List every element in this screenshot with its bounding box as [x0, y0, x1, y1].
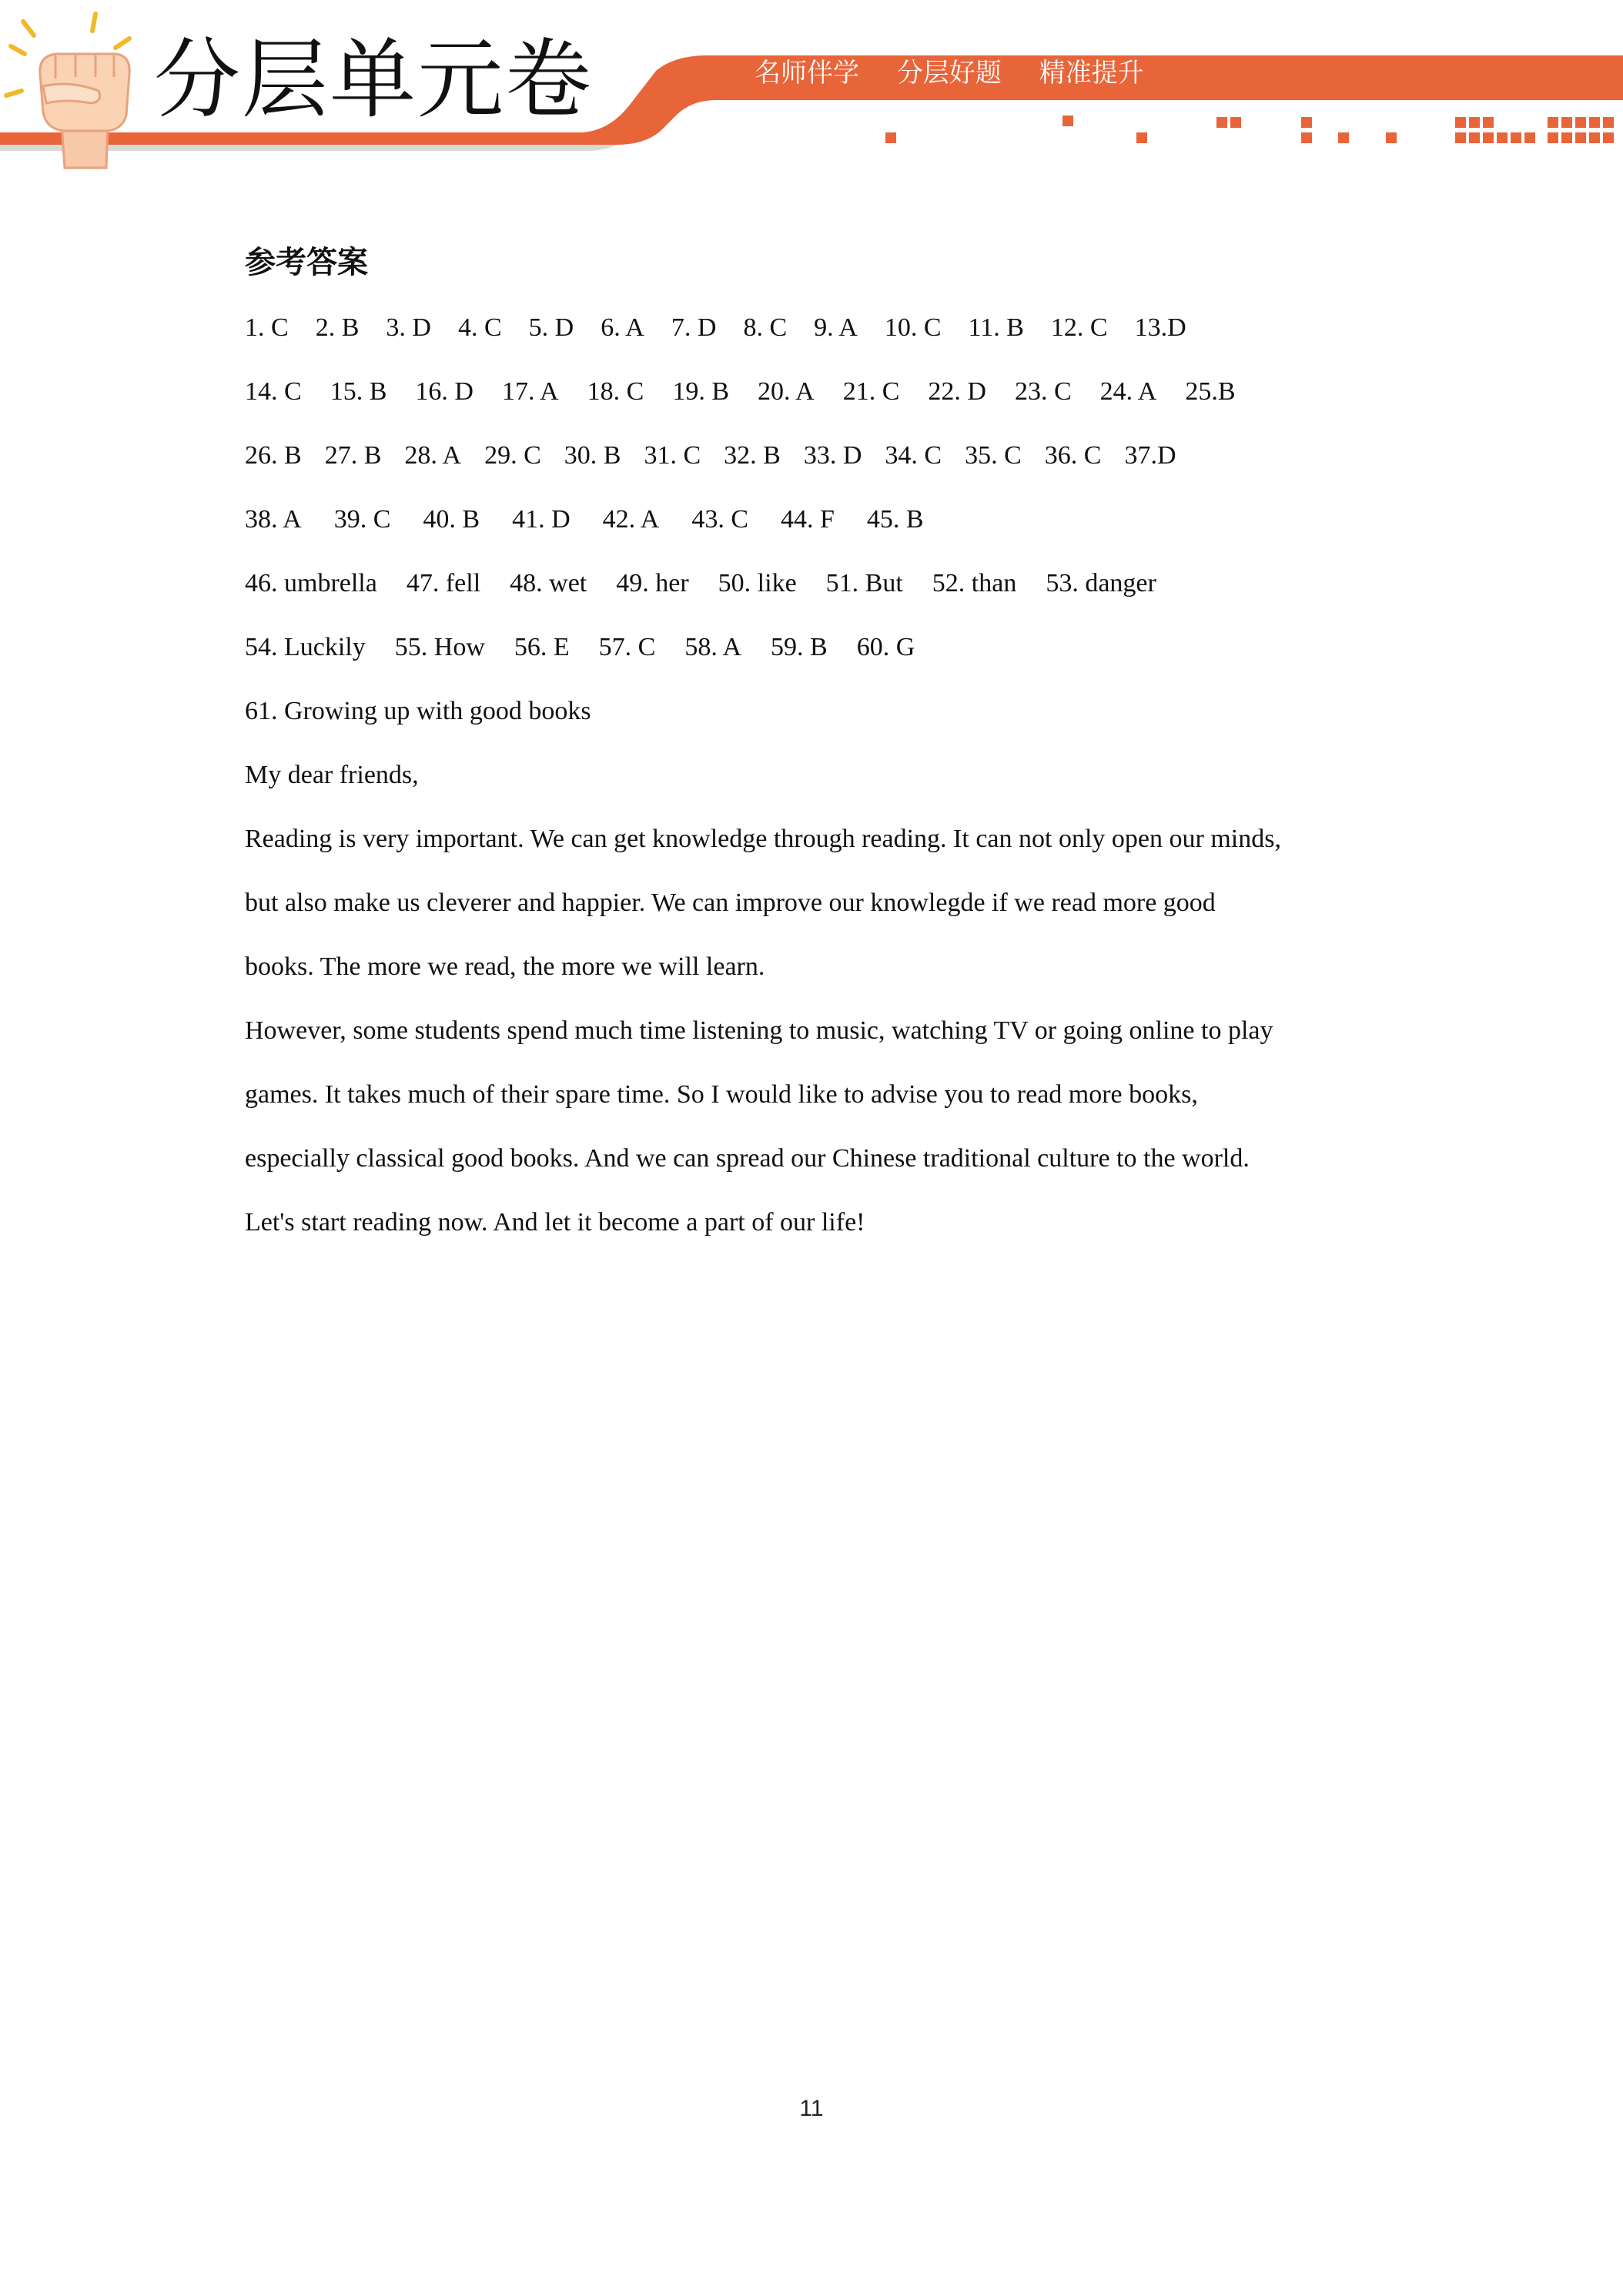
writing-answer [245, 679, 1400, 1254]
answer-item: 2. B [315, 313, 360, 342]
essay-line: Reading is very important. We can get knowledge through reading. It can not only open our minds, [245, 825, 1281, 853]
section-title: 参考答案 [245, 245, 368, 280]
answer-item: 47. fell [406, 568, 481, 597]
answer-item: 20. A [758, 377, 815, 406]
answer-item: 14. C [245, 377, 302, 406]
answer-row [245, 296, 1400, 360]
essay-title: 61. Growing up with good books [245, 697, 591, 725]
answer-item: 6. A [601, 313, 644, 342]
answer-item: 59. B [771, 632, 828, 661]
answer-item: 44. F [781, 504, 835, 534]
answer-item: 55. How [394, 632, 485, 661]
answer-item: 45. B [866, 504, 924, 534]
answer-item: 24. A [1099, 377, 1157, 406]
answer-item: 34. C [885, 440, 942, 470]
answer-item: 56. E [514, 632, 570, 661]
essay-line: books. The more we read, the more we will learn. [245, 952, 765, 981]
answer-item: 18. C [587, 377, 644, 406]
essay-line: games. It takes much of their spare time. So I would like to advise you to read more books, [245, 1080, 1198, 1109]
answer-item: 22. D [928, 377, 986, 406]
answer-item: 39. C [333, 504, 391, 534]
answer-item: 13.D [1134, 313, 1186, 342]
answer-row [245, 551, 1400, 615]
answer-key [245, 240, 1400, 1254]
answer-item: 60. G [856, 632, 915, 661]
answer-item: 58. A [684, 632, 742, 661]
answer-item: 28. A [404, 440, 462, 470]
answer-item: 43. C [691, 504, 748, 534]
answer-item: 12. C [1050, 313, 1108, 342]
answer-item: 25.B [1185, 377, 1236, 406]
answer-item: 8. C [743, 313, 788, 342]
answer-item: 11. B [968, 313, 1024, 342]
answer-item: 16. D [415, 377, 474, 406]
answer-item: 35. C [965, 440, 1022, 470]
answer-item: 53. danger [1046, 568, 1156, 597]
answer-row [245, 615, 1400, 679]
answer-item: 21. C [842, 377, 900, 406]
answer-item: 5. D [528, 313, 574, 342]
essay-line: However, some students spend much time listening to music, watching TV or going online to play [245, 1016, 1273, 1045]
answer-item: 1. C [245, 313, 289, 342]
answer-item: 23. C [1014, 377, 1072, 406]
answer-item: 31. C [644, 440, 701, 470]
answer-row [245, 360, 1400, 423]
answer-item: 37.D [1124, 440, 1176, 470]
answer-item: 33. D [803, 440, 862, 470]
answer-item: 32. B [724, 440, 781, 470]
answer-item: 15. B [330, 377, 387, 406]
answer-item: 30. B [564, 440, 621, 470]
answer-item: 17. A [501, 377, 559, 406]
answer-item: 54. Luckily [245, 632, 366, 661]
answer-item: 52. than [932, 568, 1017, 597]
header-slogan [755, 58, 1173, 89]
answer-item: 49. her [616, 568, 689, 597]
answer-item: 38. A [245, 504, 302, 534]
decorative-squares [885, 115, 1614, 143]
answer-item: 3. D [386, 313, 431, 342]
slogan-part: 名师伴学 [755, 58, 859, 89]
answer-item: 46. umbrella [245, 568, 377, 597]
answer-item: 42. A [602, 504, 660, 534]
slogan-part: 分层好题 [896, 58, 1002, 89]
slogan-part: 精准提升 [1039, 58, 1144, 89]
answer-item: 57. C [598, 632, 656, 661]
essay-line: Let's start reading now. And let it become a part of our life! [245, 1208, 865, 1237]
answer-item: 10. C [884, 313, 942, 342]
answer-row [245, 487, 1400, 551]
brand-title: 分层单元卷 [154, 30, 593, 130]
answer-item: 4. C [457, 313, 502, 342]
answer-item: 7. D [671, 313, 717, 342]
answer-item: 36. C [1044, 440, 1102, 470]
page-number: 11 [799, 2096, 824, 2121]
answer-item: 48. wet [510, 568, 587, 597]
essay-line: especially classical good books. And we can spread our Chinese traditional culture to the world. [245, 1144, 1250, 1173]
answer-item: 29. C [484, 440, 541, 470]
essay-line: but also make us cleverer and happier. We can improve our knowlegde if we read more good [245, 889, 1216, 917]
essay-greeting: My dear friends, [245, 761, 419, 789]
answer-item: 9. A [814, 313, 858, 342]
answer-item: 50. like [718, 568, 797, 597]
answer-item: 41. D [512, 504, 571, 534]
page-header [0, 0, 1623, 177]
answer-item: 51. But [825, 568, 903, 597]
answer-item: 27. B [324, 440, 382, 470]
answer-row [245, 423, 1400, 487]
answer-item: 26. B [245, 440, 302, 470]
answer-item: 40. B [423, 504, 480, 534]
answer-item: 19. B [672, 377, 729, 406]
